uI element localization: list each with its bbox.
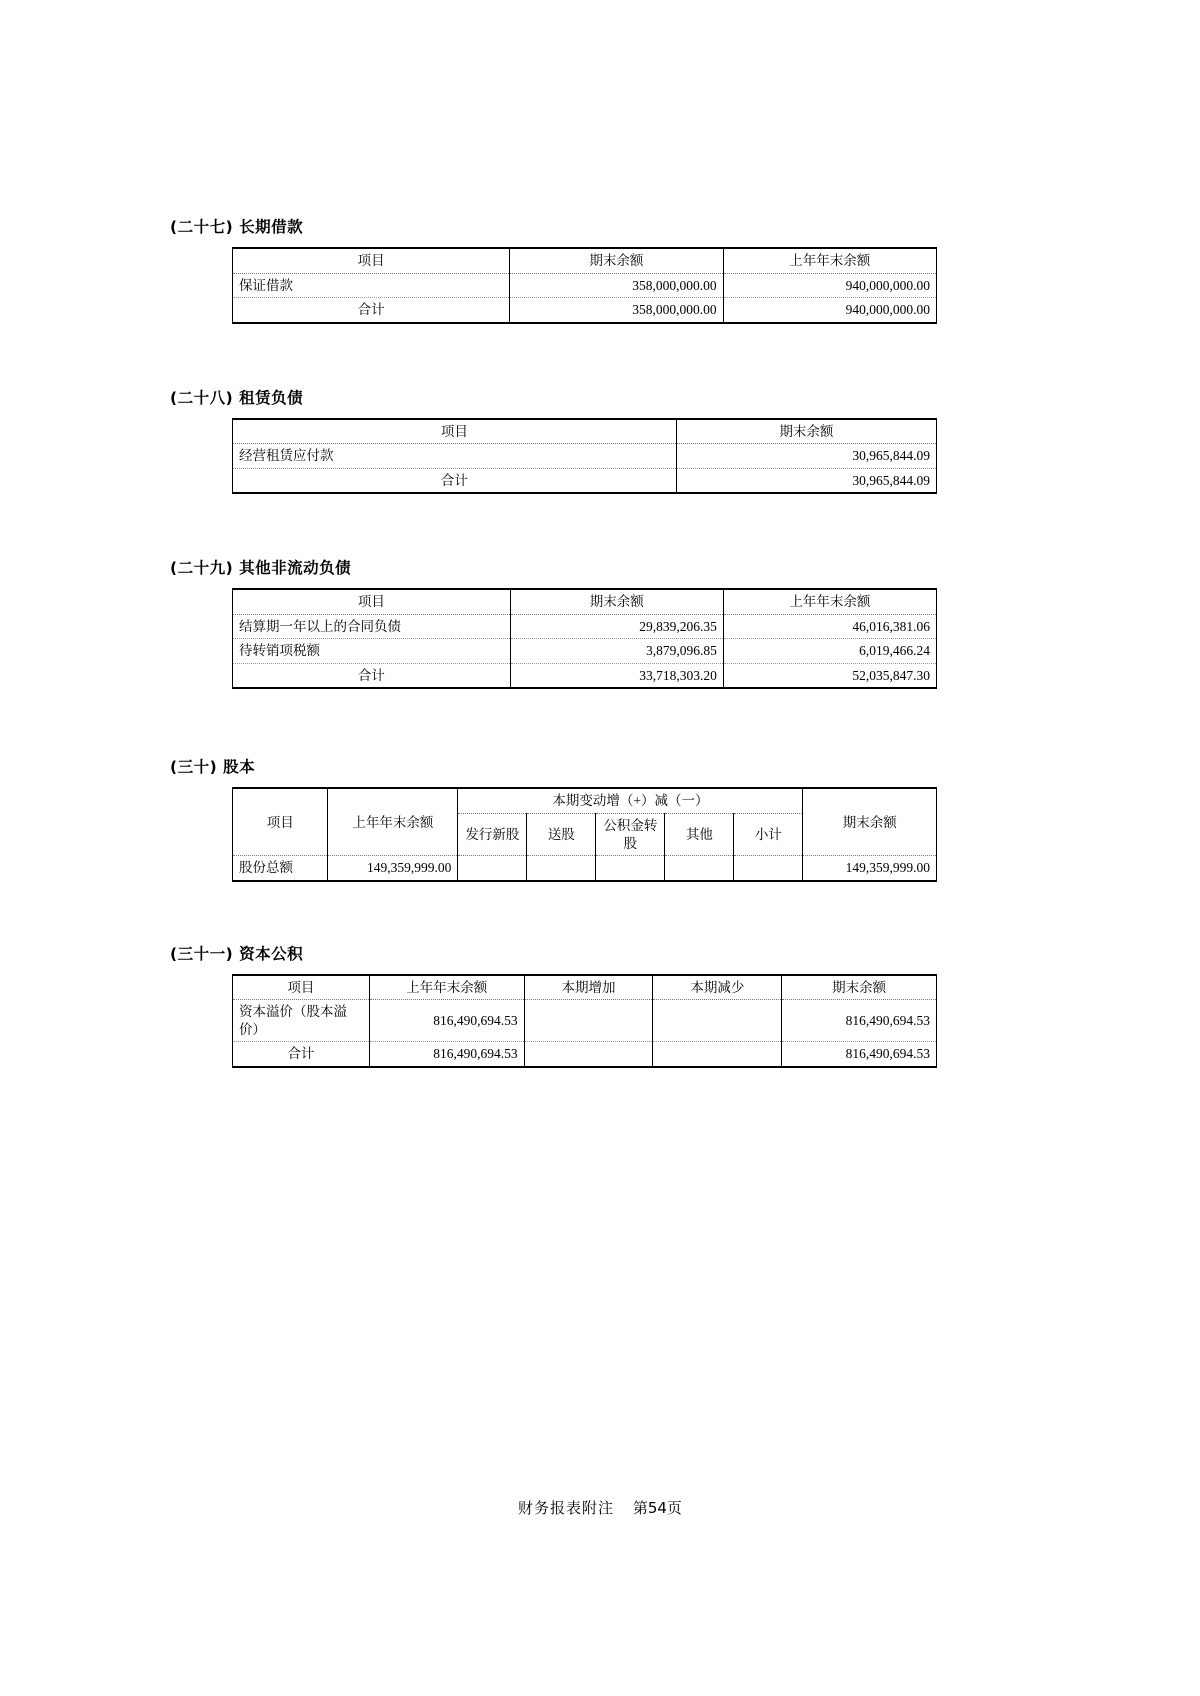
total-label: 合计 [233, 468, 677, 493]
section-capital-surplus [0, 942, 1200, 1068]
table-row [233, 614, 937, 639]
table-lease-liabilities [232, 418, 937, 495]
footer-page-number: 第54页 [632, 1499, 682, 1517]
section-title: (二十九) 其他非流动负债 [170, 559, 352, 578]
total-label: 合计 [233, 1042, 370, 1067]
table-header-row [233, 975, 937, 1000]
row-value-prior: 149,359,999.00 [328, 856, 458, 881]
row-value: 29,839,206.35 [510, 614, 723, 639]
row-value-subtotal [734, 856, 803, 881]
table-long-term-loans [232, 247, 937, 324]
column-header-current-increase: 本期增加 [524, 975, 653, 1000]
table-header-row [233, 248, 937, 273]
column-header-surplus-conversion: 公积金转股 [596, 814, 665, 856]
total-value: 940,000,000.00 [723, 298, 936, 323]
table-row [233, 444, 937, 469]
column-header-change-group: 本期变动增（+）减（一） [458, 788, 803, 813]
table-capital-surplus [232, 974, 937, 1068]
total-value: 816,490,694.53 [369, 1042, 524, 1067]
row-value-ending: 149,359,999.00 [803, 856, 937, 881]
total-value: 52,035,847.30 [723, 663, 936, 688]
column-header-prior-year-balance: 上年年末余额 [328, 788, 458, 855]
table-row [233, 639, 937, 664]
table-total-row [233, 468, 937, 493]
table-total-row [233, 298, 937, 323]
spacer [0, 882, 1200, 942]
table-row [233, 1000, 937, 1042]
table-total-row [233, 663, 937, 688]
row-value: 46,016,381.06 [723, 614, 936, 639]
row-value-other [665, 856, 734, 881]
table-other-non-current-liabilities [232, 588, 937, 689]
section-title: (二十八) 租赁负债 [170, 388, 304, 407]
row-value: 3,879,096.85 [510, 639, 723, 664]
section-other-non-current-liabilities [0, 556, 1200, 689]
total-label: 合计 [233, 298, 510, 323]
column-header-item: 项目 [233, 975, 370, 1000]
column-header-prior-year-balance: 上年年末余额 [369, 975, 524, 1000]
column-header-current-decrease: 本期减少 [653, 975, 782, 1000]
section-title: (三十) 股本 [170, 758, 256, 777]
column-header-item: 项目 [233, 788, 328, 855]
row-label: 待转销项税额 [233, 639, 511, 664]
row-value: 816,490,694.53 [369, 1000, 524, 1042]
column-header-prior-year-balance: 上年年末余额 [723, 248, 936, 273]
row-label: 经营租赁应付款 [233, 444, 677, 469]
column-header-ending-balance: 期末余额 [510, 248, 723, 273]
row-value [653, 1000, 782, 1042]
column-header-item: 项目 [233, 248, 510, 273]
total-value: 30,965,844.09 [676, 468, 936, 493]
row-label: 保证借款 [233, 273, 510, 298]
row-label: 资本溢价（股本溢价） [233, 1000, 370, 1042]
column-header-ending-balance: 期末余额 [803, 788, 937, 855]
spacer [0, 689, 1200, 755]
row-value: 816,490,694.53 [782, 1000, 937, 1042]
spacer [0, 494, 1200, 556]
total-value [653, 1042, 782, 1067]
row-value: 358,000,000.00 [510, 273, 723, 298]
column-header-prior-year-balance: 上年年末余额 [723, 589, 936, 614]
column-header-new-shares: 发行新股 [458, 814, 527, 856]
total-value: 816,490,694.53 [782, 1042, 937, 1067]
table-row [233, 856, 937, 881]
table-total-row [233, 1042, 937, 1067]
row-value: 6,019,466.24 [723, 639, 936, 664]
row-value-bonus-shares [527, 856, 596, 881]
row-label: 股份总额 [233, 856, 328, 881]
column-header-ending-balance: 期末余额 [510, 589, 723, 614]
row-label: 结算期一年以上的合同负债 [233, 614, 511, 639]
section-title: (三十一) 资本公积 [170, 944, 304, 963]
column-header-ending-balance: 期末余额 [782, 975, 937, 1000]
spacer [0, 324, 1200, 386]
column-header-other: 其他 [665, 814, 734, 856]
section-long-term-loans [0, 215, 1200, 324]
table-row [233, 273, 937, 298]
row-value: 30,965,844.09 [676, 444, 936, 469]
section-title: (二十七) 长期借款 [170, 218, 304, 236]
column-header-item: 项目 [233, 419, 677, 444]
column-header-subtotal: 小计 [734, 814, 803, 856]
table-header-row [233, 419, 937, 444]
section-share-capital [0, 755, 1200, 881]
column-header-ending-balance: 期末余额 [676, 419, 936, 444]
page-footer [0, 1497, 1200, 1518]
row-value [524, 1000, 653, 1042]
table-header-row [233, 589, 937, 614]
table-header-row-group [233, 788, 937, 813]
row-value-new-shares [458, 856, 527, 881]
column-header-item: 项目 [233, 589, 511, 614]
row-value: 940,000,000.00 [723, 273, 936, 298]
total-label: 合计 [233, 663, 511, 688]
total-value [524, 1042, 653, 1067]
section-lease-liabilities [0, 386, 1200, 495]
row-value-surplus-conversion [596, 856, 665, 881]
column-header-bonus-shares: 送股 [527, 814, 596, 856]
total-value: 33,718,303.20 [510, 663, 723, 688]
total-value: 358,000,000.00 [510, 298, 723, 323]
table-share-capital [232, 787, 937, 881]
footer-label: 财务报表附注 [518, 1499, 615, 1517]
